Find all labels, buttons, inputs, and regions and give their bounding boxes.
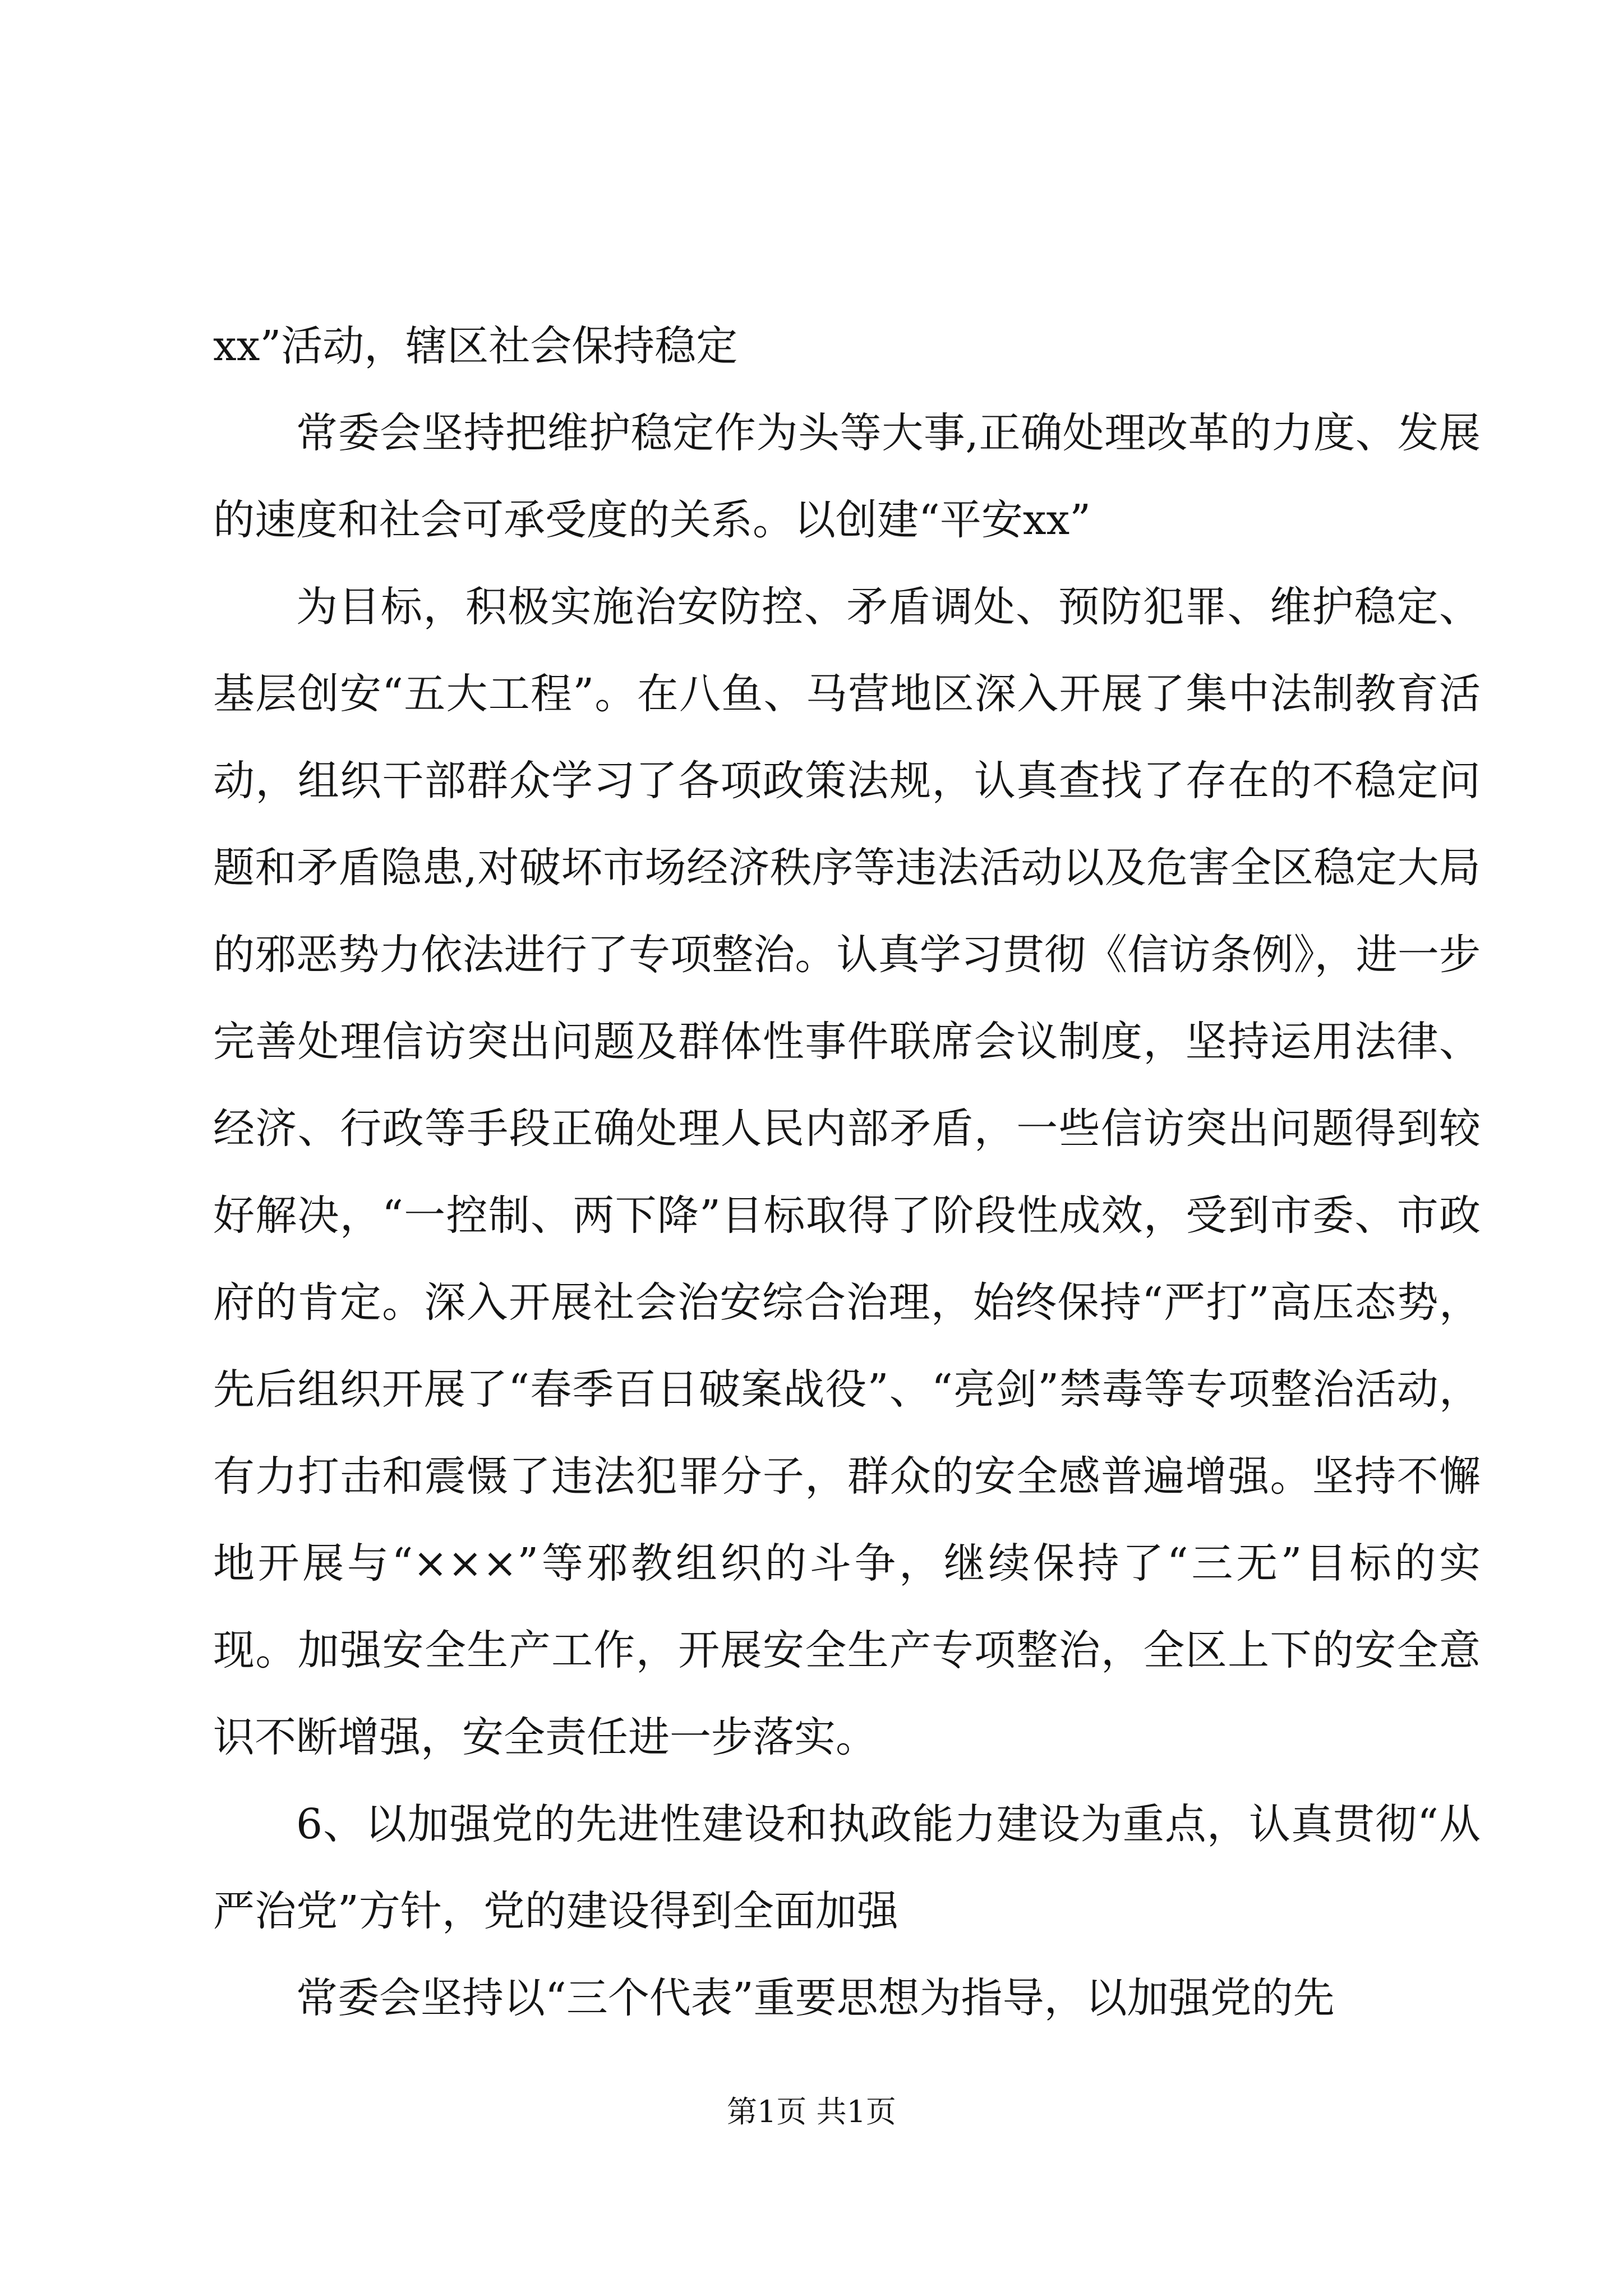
paragraph-continuation: xx”活动，辖区社会保持稳定 xyxy=(213,322,738,370)
page-number-footer: 第1页 共1页 xyxy=(727,2094,896,2129)
document-body xyxy=(213,303,1481,2042)
paragraph-party-building: 常委会坚持以“三个代表”重要思想为指导，以加强党的先 xyxy=(296,1974,1335,2022)
paragraph-stability-details: 为目标，积极实施治安防控、矛盾调处、预防犯罪、维护稳定、基层创安“五大工程”。在八鱼、马营地区深入开展了集中法制教育活动，组织干部群众学习了各项政策法规，认真查找了存在的不稳定问题和矛盾隐患,对破坏市场经济秩序等违法活动以及危害全区稳定大局的邪恶势力依法进行了专项整治。认真学习贯彻《信访条例》，进一步完善处理信访突出问题及群体性事件联席会议制度，坚持运用法律、经济、行政等手段正确处理人民内部矛盾，一些信访突出问题得到较好解决，“一控制、两下降”目标取得了阶段性成效，受到市委、市政府的肯定。深入开展社会治安综合治理，始终保持“严打”高压态势，先后组织开展了“春季百日破案战役”、“亮剑”禁毒等专项整治活动，有力打击和震慑了违法犯罪分子，群众的安全感普遍增强。坚持不懈地开展与“×××”等邪教组织的斗争，继续保持了“三无”目标的实现。加强安全生产工作，开展安全生产专项整治，全区上下的安全意识不断增强，安全责任进一步落实。 xyxy=(213,583,1481,1761)
section-heading-party-building: 6、以加强党的先进性建设和执政能力建设为重点，认真贯彻“从严治党”方针，党的建设得到全面加强 xyxy=(213,1800,1481,1935)
paragraph-stability-intro: 常委会坚持把维护稳定作为头等大事,正确处理改革的力度、发展的速度和社会可承受度的关系。以创建“平安xx” xyxy=(213,409,1481,544)
